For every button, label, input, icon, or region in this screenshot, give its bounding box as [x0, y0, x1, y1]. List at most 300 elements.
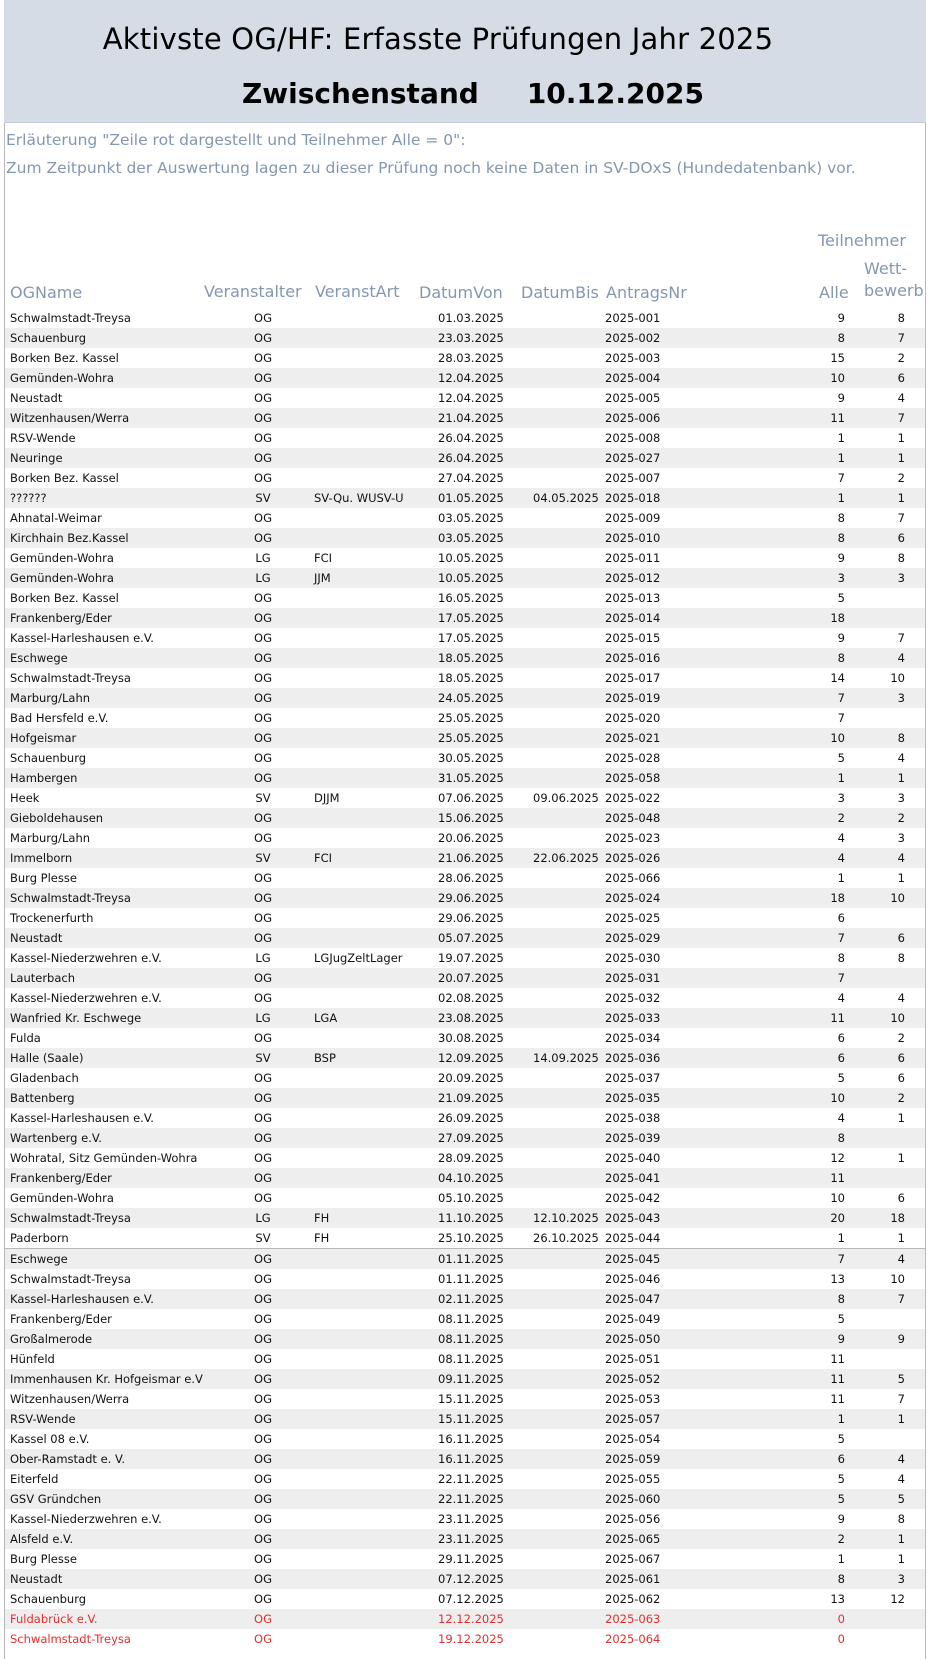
table-row [5, 1068, 925, 1088]
cell-antragsnr: 2025-063 [605, 1612, 661, 1626]
cell-teilnehmer-wettbewerb: 7 [897, 1292, 905, 1306]
cell-ogname: Großalmerode [10, 1332, 93, 1346]
cell-antragsnr: 2025-067 [605, 1552, 661, 1566]
cell-teilnehmer-wettbewerb: 8 [897, 1512, 905, 1526]
cell-antragsnr: 2025-055 [605, 1472, 661, 1486]
cell-teilnehmer-wettbewerb: 6 [897, 1071, 905, 1085]
cell-antragsnr: 2025-060 [605, 1492, 661, 1506]
cell-teilnehmer-wettbewerb: 1 [897, 1412, 905, 1426]
cell-datumvon: 03.05.2025 [438, 511, 504, 525]
note-line-1: Erläuterung "Zeile rot dargestellt und Teilnehmer Alle = 0": [6, 131, 466, 149]
cell-teilnehmer-alle: 9 [837, 1512, 845, 1526]
cell-datumvon: 22.11.2025 [438, 1492, 504, 1506]
table-row [5, 1208, 925, 1228]
table-row [5, 1048, 925, 1068]
cell-teilnehmer-wettbewerb: 3 [897, 571, 905, 585]
cell-teilnehmer-alle: 5 [837, 1312, 845, 1326]
cell-teilnehmer-alle: 6 [837, 1452, 845, 1466]
cell-veranstalter: OG [254, 351, 272, 365]
cell-ogname: Borken Bez. Kassel [10, 471, 119, 485]
cell-antragsnr: 2025-049 [605, 1312, 661, 1326]
cell-datumvon: 23.03.2025 [438, 331, 504, 345]
cell-ogname: Eiterfeld [10, 1472, 59, 1486]
cell-datumvon: 09.11.2025 [438, 1372, 504, 1386]
cell-veranstalter: OG [254, 1632, 272, 1646]
cell-teilnehmer-wettbewerb: 10 [890, 1272, 905, 1286]
cell-teilnehmer-alle: 7 [837, 711, 845, 725]
cell-veranstart: LGJugZeltLager [314, 951, 403, 965]
cell-datumvon: 29.06.2025 [438, 911, 504, 925]
report-subtitle [242, 77, 704, 117]
cell-antragsnr: 2025-002 [605, 331, 661, 345]
cell-ogname: Halle (Saale) [10, 1051, 84, 1065]
table-row [5, 528, 925, 548]
cell-antragsnr: 2025-056 [605, 1512, 661, 1526]
cell-antragsnr: 2025-048 [605, 811, 661, 825]
cell-teilnehmer-alle: 18 [830, 611, 845, 625]
table-row [5, 1329, 925, 1349]
header-antragsnr: AntragsNr [606, 283, 687, 302]
table-row [5, 1369, 925, 1389]
cell-antragsnr: 2025-021 [605, 731, 661, 745]
cell-antragsnr: 2025-033 [605, 1011, 661, 1025]
cell-teilnehmer-alle: 7 [837, 931, 845, 945]
cell-antragsnr: 2025-005 [605, 391, 661, 405]
results-table [5, 308, 925, 1649]
cell-antragsnr: 2025-018 [605, 491, 661, 505]
cell-teilnehmer-wettbewerb: 6 [897, 1191, 905, 1205]
cell-datumvon: 15.11.2025 [438, 1392, 504, 1406]
cell-datumvon: 01.11.2025 [438, 1252, 504, 1266]
cell-veranstalter: OG [254, 311, 272, 325]
table-row [5, 948, 925, 968]
table-row [5, 1168, 925, 1188]
cell-antragsnr: 2025-054 [605, 1432, 661, 1446]
cell-ogname: Neuringe [10, 451, 63, 465]
cell-teilnehmer-wettbewerb: 8 [897, 551, 905, 565]
cell-datumvon: 08.11.2025 [438, 1332, 504, 1346]
cell-datumvon: 23.11.2025 [438, 1512, 504, 1526]
cell-teilnehmer-alle: 3 [837, 791, 845, 805]
table-row [5, 1449, 925, 1469]
cell-veranstalter: SV [255, 1231, 271, 1245]
cell-teilnehmer-wettbewerb: 4 [897, 851, 905, 865]
cell-ogname: Schwalmstadt-Treysa [10, 671, 131, 685]
cell-ogname: Frankenberg/Eder [10, 611, 112, 625]
cell-datumvon: 23.11.2025 [438, 1532, 504, 1546]
cell-teilnehmer-alle: 1 [837, 451, 845, 465]
cell-teilnehmer-alle: 1 [837, 1231, 845, 1245]
cell-ogname: Gieboldehausen [10, 811, 104, 825]
cell-ogname: Eschwege [10, 1252, 68, 1266]
cell-datumvon: 07.12.2025 [438, 1592, 504, 1606]
cell-ogname: Hünfeld [10, 1352, 55, 1366]
table-row [5, 468, 925, 488]
cell-teilnehmer-alle: 9 [837, 631, 845, 645]
table-row [5, 688, 925, 708]
cell-antragsnr: 2025-034 [605, 1031, 661, 1045]
cell-datumvon: 20.06.2025 [438, 831, 504, 845]
cell-teilnehmer-alle: 8 [837, 511, 845, 525]
cell-teilnehmer-wettbewerb: 3 [897, 691, 905, 705]
cell-veranstalter: OG [254, 471, 272, 485]
table-row [5, 928, 925, 948]
table-row [5, 848, 925, 868]
table-row [5, 408, 925, 428]
cell-veranstalter: OG [254, 931, 272, 945]
cell-datumvon: 21.06.2025 [438, 851, 504, 865]
cell-ogname: RSV-Wende [10, 431, 76, 445]
cell-teilnehmer-alle: 8 [837, 1131, 845, 1145]
cell-ogname: Kassel-Niederzwehren e.V. [10, 991, 162, 1005]
cell-ogname: Marburg/Lahn [10, 691, 91, 705]
cell-teilnehmer-alle: 13 [830, 1272, 845, 1286]
cell-teilnehmer-alle: 14 [830, 671, 845, 685]
cell-ogname: Gemünden-Wohra [10, 571, 114, 585]
cell-antragsnr: 2025-020 [605, 711, 661, 725]
cell-datumvon: 30.05.2025 [438, 751, 504, 765]
cell-antragsnr: 2025-009 [605, 511, 661, 525]
cell-veranstalter: OG [254, 1151, 272, 1165]
table-row [5, 568, 925, 588]
cell-antragsnr: 2025-044 [605, 1231, 661, 1245]
cell-ogname: Eschwege [10, 651, 68, 665]
cell-datumvon: 19.07.2025 [438, 951, 504, 965]
cell-datumvon: 01.03.2025 [438, 311, 504, 325]
header-alle: Alle [819, 283, 849, 302]
cell-antragsnr: 2025-026 [605, 851, 661, 865]
cell-teilnehmer-wettbewerb: 2 [897, 811, 905, 825]
cell-ogname: Wanfried Kr. Eschwege [10, 1011, 142, 1025]
cell-teilnehmer-wettbewerb: 6 [897, 371, 905, 385]
cell-teilnehmer-alle: 0 [837, 1632, 845, 1646]
cell-teilnehmer-wettbewerb: 10 [890, 1011, 905, 1025]
cell-antragsnr: 2025-058 [605, 771, 661, 785]
cell-antragsnr: 2025-010 [605, 531, 661, 545]
cell-ogname: Fulda [10, 1031, 41, 1045]
cell-antragsnr: 2025-013 [605, 591, 661, 605]
cell-veranstalter: OG [254, 1031, 272, 1045]
cell-datumvon: 12.09.2025 [438, 1051, 504, 1065]
cell-datumbis: 14.09.2025 [533, 1051, 599, 1065]
cell-datumvon: 26.09.2025 [438, 1111, 504, 1125]
cell-datumvon: 16.11.2025 [438, 1432, 504, 1446]
cell-teilnehmer-wettbewerb: 6 [897, 931, 905, 945]
table-row [5, 1509, 925, 1529]
cell-veranstalter: OG [254, 1071, 272, 1085]
cell-antragsnr: 2025-016 [605, 651, 661, 665]
report-banner [4, 0, 926, 123]
cell-teilnehmer-wettbewerb: 3 [897, 831, 905, 845]
cell-datumbis: 26.10.2025 [533, 1231, 599, 1245]
cell-ogname: Borken Bez. Kassel [10, 351, 119, 365]
header-wett-line2: bewerb [864, 281, 924, 300]
cell-antragsnr: 2025-053 [605, 1392, 661, 1406]
cell-ogname: Ober-Ramstadt e. V. [10, 1452, 125, 1466]
cell-teilnehmer-wettbewerb: 18 [890, 1211, 905, 1225]
cell-teilnehmer-wettbewerb: 2 [897, 471, 905, 485]
cell-veranstalter: SV [255, 1051, 271, 1065]
cell-veranstalter: LG [255, 1011, 271, 1025]
cell-datumvon: 05.10.2025 [438, 1191, 504, 1205]
cell-veranstalter: OG [254, 891, 272, 905]
cell-datumbis: 12.10.2025 [533, 1211, 599, 1225]
cell-datumvon: 12.12.2025 [438, 1612, 504, 1626]
cell-veranstalter: OG [254, 531, 272, 545]
table-row [5, 908, 925, 928]
cell-ogname: Burg Plesse [10, 871, 77, 885]
cell-datumvon: 28.03.2025 [438, 351, 504, 365]
cell-ogname: Battenberg [10, 1091, 75, 1105]
cell-teilnehmer-wettbewerb: 5 [897, 1372, 905, 1386]
cell-antragsnr: 2025-043 [605, 1211, 661, 1225]
cell-ogname: Kassel-Harleshausen e.V. [10, 1292, 154, 1306]
table-row [5, 708, 925, 728]
table-row [5, 968, 925, 988]
table-row [5, 1248, 925, 1269]
cell-ogname: Schauenburg [10, 1592, 87, 1606]
cell-ogname: Schauenburg [10, 331, 87, 345]
cell-ogname: Borken Bez. Kassel [10, 591, 119, 605]
cell-datumvon: 11.10.2025 [438, 1211, 504, 1225]
cell-datumvon: 18.05.2025 [438, 651, 504, 665]
cell-antragsnr: 2025-047 [605, 1292, 661, 1306]
cell-teilnehmer-wettbewerb: 1 [897, 1111, 905, 1125]
cell-teilnehmer-wettbewerb: 3 [897, 791, 905, 805]
cell-antragsnr: 2025-046 [605, 1272, 661, 1286]
cell-teilnehmer-alle: 6 [837, 911, 845, 925]
cell-ogname: Kassel-Harleshausen e.V. [10, 631, 154, 645]
table-row [5, 1569, 925, 1589]
cell-antragsnr: 2025-042 [605, 1191, 661, 1205]
cell-veranstart: BSP [314, 1051, 336, 1065]
cell-teilnehmer-alle: 9 [837, 1332, 845, 1346]
cell-ogname: Kassel-Harleshausen e.V. [10, 1111, 154, 1125]
cell-datumbis: 04.05.2025 [533, 491, 599, 505]
cell-teilnehmer-wettbewerb: 4 [897, 751, 905, 765]
cell-antragsnr: 2025-065 [605, 1532, 661, 1546]
cell-datumvon: 25.05.2025 [438, 711, 504, 725]
cell-teilnehmer-alle: 11 [830, 411, 845, 425]
cell-teilnehmer-alle: 11 [830, 1372, 845, 1386]
cell-datumvon: 19.12.2025 [438, 1632, 504, 1646]
cell-ogname: Immenhausen Kr. Hofgeismar e.V [10, 1372, 203, 1386]
cell-antragsnr: 2025-025 [605, 911, 661, 925]
cell-teilnehmer-alle: 4 [837, 831, 845, 845]
cell-antragsnr: 2025-001 [605, 311, 661, 325]
cell-antragsnr: 2025-007 [605, 471, 661, 485]
cell-ogname: Paderborn [10, 1231, 69, 1245]
cell-teilnehmer-wettbewerb: 1 [897, 491, 905, 505]
cell-datumvon: 02.11.2025 [438, 1292, 504, 1306]
cell-teilnehmer-wettbewerb: 4 [897, 391, 905, 405]
cell-teilnehmer-alle: 4 [837, 1111, 845, 1125]
cell-veranstalter: OG [254, 1472, 272, 1486]
cell-teilnehmer-alle: 8 [837, 1292, 845, 1306]
table-row [5, 1589, 925, 1609]
cell-veranstart: FH [314, 1211, 330, 1225]
table-row [5, 448, 925, 468]
table-row [5, 748, 925, 768]
cell-antragsnr: 2025-024 [605, 891, 661, 905]
cell-veranstalter: OG [254, 871, 272, 885]
cell-veranstart: DJJM [314, 791, 340, 805]
cell-datumvon: 08.11.2025 [438, 1352, 504, 1366]
cell-datumvon: 24.05.2025 [438, 691, 504, 705]
cell-ogname: Kirchhain Bez.Kassel [10, 531, 129, 545]
cell-veranstalter: OG [254, 511, 272, 525]
cell-teilnehmer-alle: 11 [830, 1392, 845, 1406]
cell-teilnehmer-wettbewerb: 2 [897, 351, 905, 365]
cell-teilnehmer-wettbewerb: 12 [890, 1592, 905, 1606]
cell-teilnehmer-wettbewerb: 7 [897, 331, 905, 345]
cell-teilnehmer-alle: 8 [837, 651, 845, 665]
cell-veranstart: FCI [314, 851, 333, 865]
cell-datumvon: 29.06.2025 [438, 891, 504, 905]
cell-veranstalter: OG [254, 611, 272, 625]
cell-datumvon: 12.04.2025 [438, 391, 504, 405]
cell-teilnehmer-alle: 10 [830, 1091, 845, 1105]
cell-teilnehmer-alle: 1 [837, 491, 845, 505]
cell-ogname: Schwalmstadt-Treysa [10, 1272, 131, 1286]
table-row [5, 1269, 925, 1289]
cell-datumbis: 09.06.2025 [533, 791, 599, 805]
cell-veranstalter: OG [254, 711, 272, 725]
cell-datumvon: 20.09.2025 [438, 1071, 504, 1085]
cell-antragsnr: 2025-023 [605, 831, 661, 845]
cell-antragsnr: 2025-059 [605, 1452, 661, 1466]
cell-teilnehmer-wettbewerb: 10 [890, 891, 905, 905]
table-row [5, 668, 925, 688]
report-title: Aktivste OG/HF: Erfasste Prüfungen Jahr 2025 [102, 22, 774, 56]
cell-antragsnr: 2025-057 [605, 1412, 661, 1426]
cell-teilnehmer-wettbewerb: 1 [897, 871, 905, 885]
cell-veranstalter: OG [254, 991, 272, 1005]
cell-antragsnr: 2025-050 [605, 1332, 661, 1346]
cell-datumvon: 07.12.2025 [438, 1572, 504, 1586]
cell-ogname: Hambergen [10, 771, 78, 785]
table-row [5, 1108, 925, 1128]
cell-ogname: Neustadt [10, 391, 63, 405]
cell-veranstart: JJM [314, 571, 331, 585]
table-row [5, 888, 925, 908]
cell-teilnehmer-alle: 1 [837, 771, 845, 785]
cell-teilnehmer-wettbewerb: 4 [897, 1252, 905, 1266]
cell-teilnehmer-alle: 20 [830, 1211, 845, 1225]
cell-veranstalter: OG [254, 1111, 272, 1125]
cell-teilnehmer-wettbewerb: 4 [897, 1472, 905, 1486]
cell-ogname: Wartenberg e.V. [10, 1131, 102, 1145]
cell-veranstart: LGA [314, 1011, 338, 1025]
cell-teilnehmer-wettbewerb: 6 [897, 1051, 905, 1065]
cell-teilnehmer-alle: 5 [837, 751, 845, 765]
cell-teilnehmer-alle: 5 [837, 591, 845, 605]
table-row [5, 828, 925, 848]
cell-veranstalter: LG [255, 951, 271, 965]
cell-ogname: Bad Hersfeld e.V. [10, 711, 109, 725]
cell-antragsnr: 2025-006 [605, 411, 661, 425]
cell-antragsnr: 2025-064 [605, 1632, 661, 1646]
cell-teilnehmer-alle: 9 [837, 311, 845, 325]
cell-teilnehmer-alle: 11 [830, 1171, 845, 1185]
cell-teilnehmer-alle: 1 [837, 1552, 845, 1566]
cell-veranstalter: OG [254, 1452, 272, 1466]
cell-ogname: Schwalmstadt-Treysa [10, 311, 131, 325]
cell-teilnehmer-alle: 9 [837, 551, 845, 565]
table-row [5, 1148, 925, 1168]
cell-teilnehmer-wettbewerb: 1 [897, 1552, 905, 1566]
cell-teilnehmer-wettbewerb: 1 [897, 451, 905, 465]
table-row [5, 388, 925, 408]
cell-datumvon: 25.05.2025 [438, 731, 504, 745]
cell-antragsnr: 2025-038 [605, 1111, 661, 1125]
table-row [5, 768, 925, 788]
cell-teilnehmer-wettbewerb: 7 [897, 511, 905, 525]
cell-veranstalter: OG [254, 1352, 272, 1366]
cell-veranstalter: OG [254, 1252, 272, 1266]
header-wett-line1: Wett- [864, 259, 908, 278]
table-row [5, 1088, 925, 1108]
cell-ogname: Schwalmstadt-Treysa [10, 1211, 131, 1225]
cell-veranstalter: SV [255, 491, 271, 505]
header-veranstart: VeranstArt [315, 282, 400, 301]
cell-teilnehmer-wettbewerb: 1 [897, 771, 905, 785]
cell-antragsnr: 2025-014 [605, 611, 661, 625]
cell-teilnehmer-wettbewerb: 6 [897, 531, 905, 545]
cell-teilnehmer-alle: 15 [830, 351, 845, 365]
cell-veranstalter: OG [254, 1412, 272, 1426]
cell-datumvon: 17.05.2025 [438, 631, 504, 645]
cell-veranstalter: OG [254, 731, 272, 745]
subtitle-label: Zwischenstand [242, 77, 479, 110]
cell-ogname: GSV Gründchen [10, 1492, 102, 1506]
cell-teilnehmer-wettbewerb: 1 [897, 1231, 905, 1245]
table-row [5, 648, 925, 668]
header-datumbis: DatumBis [521, 283, 599, 302]
cell-datumvon: 01.05.2025 [438, 491, 504, 505]
cell-veranstalter: OG [254, 1091, 272, 1105]
table-row [5, 1609, 925, 1629]
table-row [5, 548, 925, 568]
cell-antragsnr: 2025-015 [605, 631, 661, 645]
cell-antragsnr: 2025-040 [605, 1151, 661, 1165]
table-row [5, 788, 925, 808]
cell-datumvon: 28.09.2025 [438, 1151, 504, 1165]
cell-teilnehmer-alle: 5 [837, 1492, 845, 1506]
cell-veranstalter: OG [254, 691, 272, 705]
cell-ogname: Fuldabrück e.V. [10, 1612, 98, 1626]
cell-antragsnr: 2025-011 [605, 551, 661, 565]
cell-veranstalter: OG [254, 1552, 272, 1566]
table-row [5, 1549, 925, 1569]
cell-ogname: Gemünden-Wohra [10, 551, 114, 565]
cell-veranstalter: OG [254, 911, 272, 925]
cell-veranstalter: OG [254, 1312, 272, 1326]
cell-teilnehmer-alle: 8 [837, 1572, 845, 1586]
cell-datumvon: 29.11.2025 [438, 1552, 504, 1566]
cell-veranstalter: LG [255, 1211, 271, 1225]
cell-teilnehmer-alle: 7 [837, 471, 845, 485]
cell-teilnehmer-wettbewerb: 1 [897, 1532, 905, 1546]
cell-teilnehmer-alle: 11 [830, 1011, 845, 1025]
table-row [5, 608, 925, 628]
cell-veranstalter: OG [254, 1572, 272, 1586]
table-row [5, 1228, 925, 1248]
cell-ogname: Lauterbach [10, 971, 76, 985]
cell-ogname: Hofgeismar [10, 731, 77, 745]
cell-datumvon: 21.09.2025 [438, 1091, 504, 1105]
cell-veranstalter: OG [254, 411, 272, 425]
